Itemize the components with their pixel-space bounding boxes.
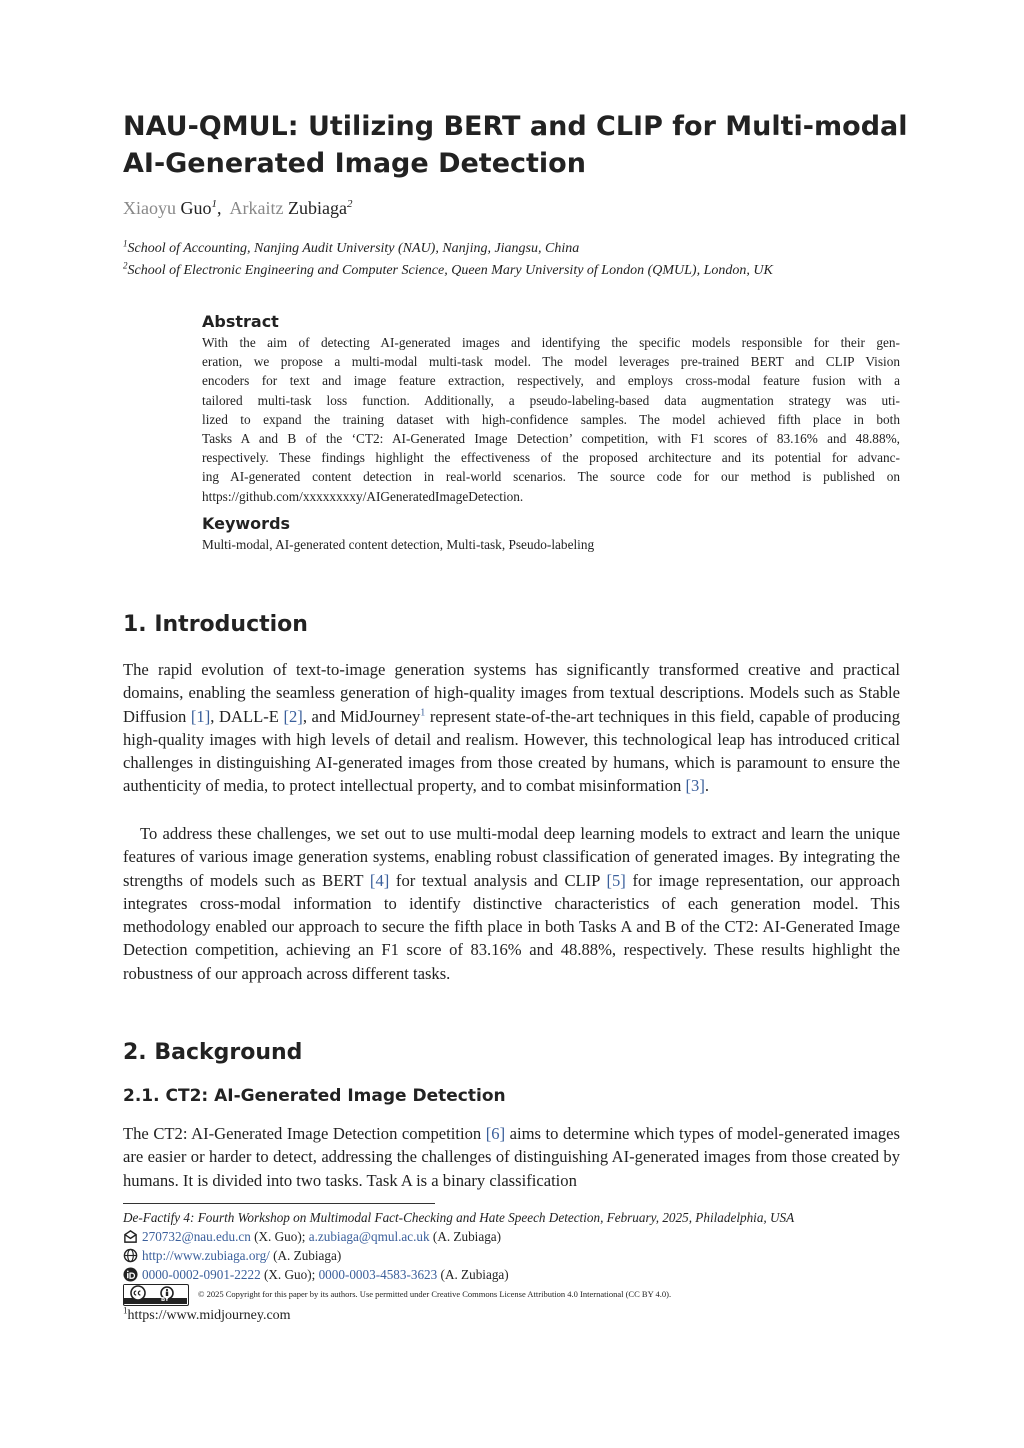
author-affil-mark: 1: [211, 198, 217, 210]
text-run: for textual analysis and CLIP: [389, 870, 607, 890]
abstract-line-source-url[interactable]: https://github.com/xxxxxxxxy/AIGeneratedImageDetection.: [202, 488, 524, 504]
affiliation: [123, 260, 773, 279]
citation-link[interactable]: [4]: [369, 870, 390, 890]
orcid-link-guo[interactable]: 0000-0002-0901-2222: [142, 1267, 261, 1282]
abstract-line: lized to expand the training dataset with high-confidence samples. The model achieved fifth place in both: [202, 411, 900, 427]
url-line: [123, 1246, 341, 1265]
text-run: The rapid evolution of text-to-image generation systems has significantly transformed creative and practical domains, enabling the seamless generation of high-quality images from textual descriptions. Models such as Stable Diffusion: [123, 660, 900, 726]
affiliation-mark: 1: [123, 238, 128, 249]
abstract-body: [202, 333, 900, 506]
keywords-text: Multi-modal, AI-generated content detection, Multi-task, Pseudo-labeling: [202, 537, 595, 552]
abstract-line: respectively. These findings highlight the effectiveness of the proposed architecture and its potential for advanc-: [202, 450, 900, 466]
footnote: [123, 1306, 291, 1325]
section-heading-background: 2. Background: [123, 1040, 303, 1065]
author-given-name: Arkaitz: [229, 198, 284, 218]
email-link-guo[interactable]: 270732@nau.edu.cn: [142, 1229, 251, 1244]
orcid-line: [123, 1265, 509, 1284]
citation-link[interactable]: [5]: [606, 870, 626, 890]
title-line-1: NAU-QMUL: Utilizing BERT and CLIP for Multi-modal: [123, 111, 908, 142]
text-run: for image representation, our approach integrates cross-modal information to identify distinctive characteristics of each generation model. This methodology enabled our approach to secure the fifth place in both Tasks A and B of the CT2: AI-Generated Image Detection competition, achieving an F1 score of 83.16% and 48.88%, respectively. These results highlight the robustness of our approach across different tasks.: [123, 870, 900, 983]
text-run: .: [704, 776, 710, 796]
author-affil-mark: 2: [346, 198, 353, 210]
abstract-line: Tasks A and B of the ‘CT2: AI-Generated Image Detection’ competition, with F1 scores of 83.16% and 48.88%,: [202, 431, 900, 447]
intro-paragraph-1: [123, 658, 900, 798]
abstract-line: With the aim of detecting AI-generated images and identifying the specific models responsible for their gen-: [202, 335, 900, 350]
affiliation-text: School of Electronic Engineering and Computer Science, Queen Mary University of London (QMUL), London, UK: [127, 263, 773, 278]
license-note: © 2025 Copyright for this paper by its authors. Use permitted under Creative Commons License Attribution 4.0 International (CC BY 4.0).: [198, 1289, 672, 1299]
title-line-2: AI-Generated Image Detection: [123, 148, 586, 179]
homepage-link[interactable]: http://www.zubiaga.org/: [142, 1248, 270, 1263]
abstract-line: tailored multi-task loss function. Additionally, a pseudo-labeling-based data augmentation strategy was uti-: [202, 392, 900, 408]
abstract-line: encoders for text and image feature extraction, respectively, and employs cross-modal feature fusion with a: [202, 373, 900, 389]
text-run: The CT2: AI-Generated Image Detection competition: [123, 1124, 486, 1143]
text-run: (X. Guo);: [260, 1267, 319, 1282]
cc-by-label: BY: [161, 1297, 169, 1303]
citation-link[interactable]: [1]: [190, 706, 211, 726]
abstract-line: eration, we propose a multi-modal multi-task model. The model leverages pre-trained BERT and CLIP Vision: [202, 354, 900, 370]
text-run: represent state-of-the-art techniques in this field, capable of producing high-quality images with high levels of detail and realism. However, this technological leap has introduced critical challenges in distinguishing AI-generated images from those created by humans, which is paramount to ensure the authenticity of media, to protect intellectual property, and to combat misinformation: [123, 706, 900, 796]
author-list: Xiaoyu Guo$^1$, Arkaitz Zubiaga$^2$: [123, 198, 353, 218]
intro-paragraph-2: [123, 822, 900, 985]
text-run: (A. Zubiaga): [269, 1248, 342, 1263]
abstract-line: ing AI-generated content detection in real-world scenarios. The source code for our method is published on: [202, 469, 900, 485]
subsection-heading-ct2: 2.1. CT2: AI-Generated Image Detection: [123, 1086, 506, 1106]
text-run: , DALL-E: [210, 706, 284, 726]
footnote-url[interactable]: https://www.midjourney.com: [127, 1308, 291, 1323]
background-paragraph-1: [123, 1122, 900, 1192]
citation-link[interactable]: [3]: [685, 776, 705, 796]
email-line: [123, 1227, 501, 1246]
text-run: aims to determine which types of model-generated images are easier or harder to detect, addressing the challenges of distinguishing AI-generated images from those created by humans. It is divided into two tasks. Task A is a binary classification: [123, 1124, 901, 1190]
keywords-heading: Keywords: [202, 514, 291, 533]
paper-title: [123, 108, 923, 182]
email-link-zubiaga[interactable]: a.zubiaga@qmul.ac.uk: [308, 1229, 430, 1244]
author-given-name: Xiaoyu: [123, 198, 176, 218]
orcid-link-zubiaga[interactable]: 0000-0003-4583-3623: [318, 1267, 438, 1282]
footnote-number: 1: [123, 1305, 128, 1316]
affiliation: [123, 238, 580, 257]
text-run: To address these challenges, we set out to use multi-modal deep learning models to extract and learn the unique features of various image generation systems, enabling robust classification of generated images. By integrating the strengths of models such as BERT: [123, 824, 900, 890]
footnote-divider: [123, 1203, 435, 1204]
affiliation-mark: 2: [123, 260, 128, 271]
globe-icon: [123, 1248, 138, 1263]
author-family-name: Zubiaga: [288, 198, 347, 218]
text-run: (A. Zubiaga): [437, 1267, 509, 1282]
text-run: (A. Zubiaga): [429, 1229, 502, 1244]
section-heading-introduction: 1. Introduction: [123, 612, 308, 637]
abstract-heading: Abstract: [202, 312, 279, 331]
envelope-icon: [123, 1229, 138, 1244]
orcid-icon: [123, 1267, 138, 1282]
cc-by-icon: [123, 1284, 189, 1306]
venue-note: De-Factify 4: Fourth Workshop on Multimodal Fact-Checking and Hate Speech Detection, February, 2025, Philadelphia, USA: [123, 1210, 795, 1225]
citation-link[interactable]: [6]: [485, 1124, 506, 1143]
text-run: , and MidJourney: [302, 706, 421, 726]
affiliation-text: School of Accounting, Nanjing Audit University (NAU), Nanjing, Jiangsu, China: [127, 241, 580, 256]
text-run: (X. Guo);: [250, 1229, 309, 1244]
author-family-name: Guo: [180, 198, 212, 218]
citation-link[interactable]: [2]: [283, 706, 303, 726]
cc-by-graphic: [124, 1285, 187, 1304]
footnote-mark-link[interactable]: 1: [420, 707, 426, 719]
